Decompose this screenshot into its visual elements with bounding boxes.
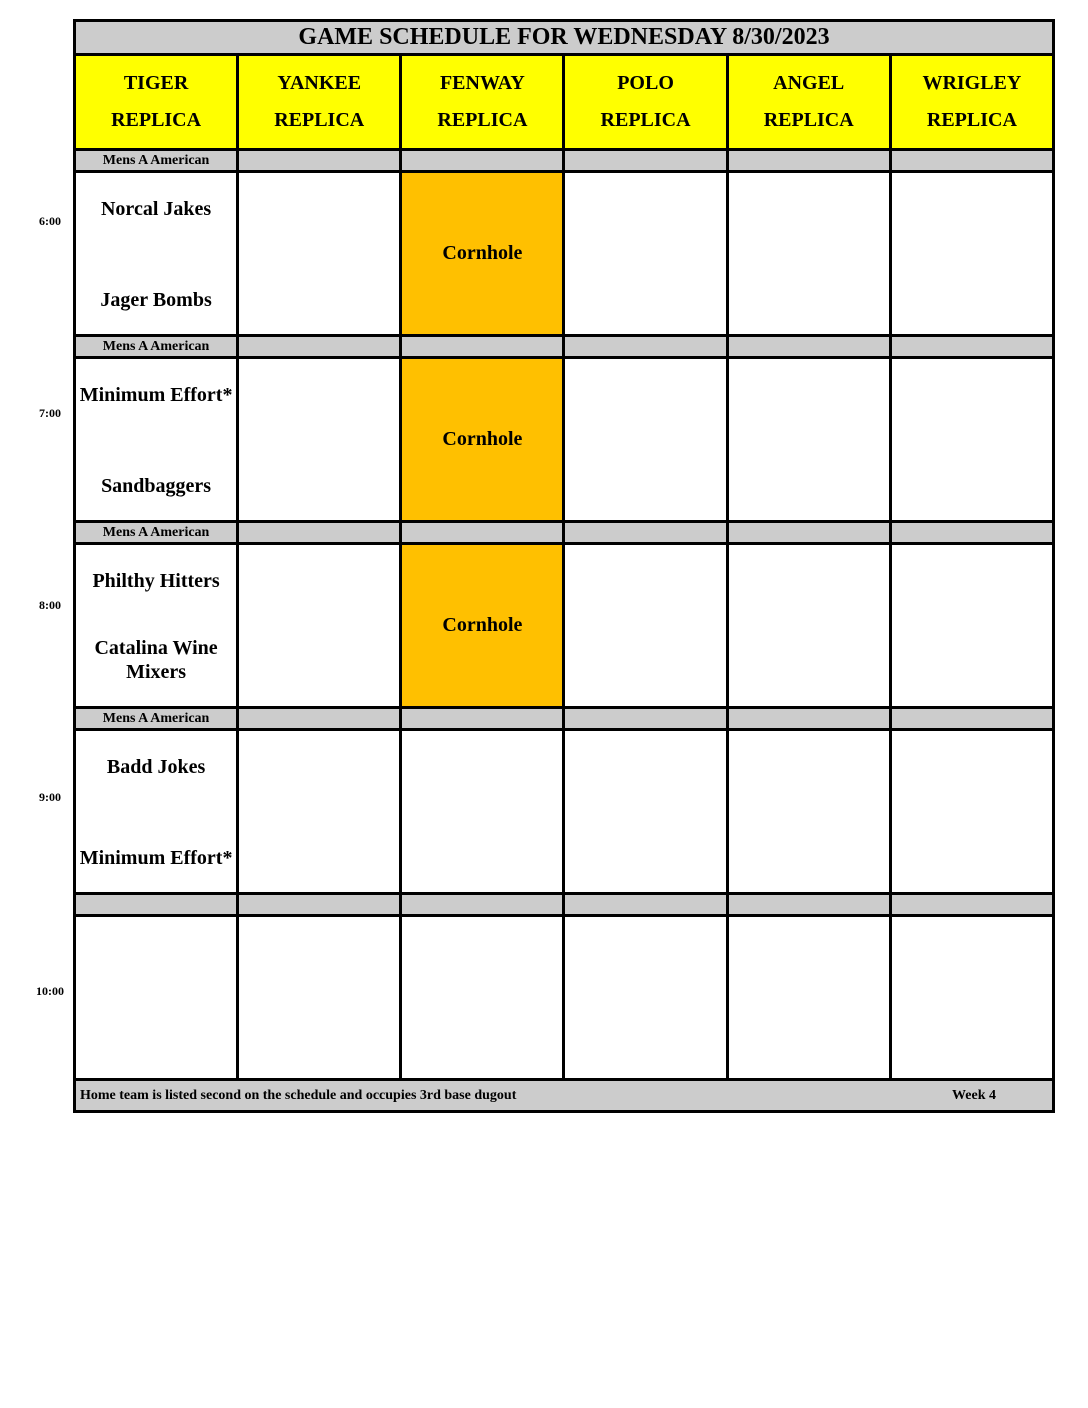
footer-row <box>75 1080 1054 1112</box>
away-team: Badd Jokes <box>106 756 206 778</box>
empty-cell <box>238 358 401 522</box>
schedule-title: GAME SCHEDULE FOR WEDNESDAY 8/30/2023 <box>75 21 1054 55</box>
empty-cell <box>401 916 564 1080</box>
field-type: REPLICA <box>926 109 1017 131</box>
game-cell <box>75 358 238 522</box>
week-label: Week 4 <box>952 1087 996 1103</box>
home-team: Minimum Effort* <box>79 847 233 869</box>
time-slot-row <box>75 172 1054 336</box>
empty-cell <box>727 172 890 336</box>
field-header-polo <box>564 55 727 150</box>
footer-note: Home team is listed second on the schedule and occupies 3rd base dugout <box>80 1087 517 1103</box>
empty-cell <box>727 916 890 1080</box>
cornhole-cell: Cornhole <box>401 544 564 708</box>
empty-cell <box>564 916 727 1080</box>
field-type: REPLICA <box>763 109 854 131</box>
game-cell <box>75 730 238 894</box>
division-row <box>75 708 1054 730</box>
field-header-row <box>75 55 1054 150</box>
field-header-fenway <box>401 55 564 150</box>
empty-cell <box>75 916 238 1080</box>
game-cell <box>75 172 238 336</box>
empty-cell <box>890 730 1053 894</box>
empty-cell <box>727 730 890 894</box>
division-row <box>75 522 1054 544</box>
division-label: Mens A American <box>75 522 238 544</box>
field-name: YANKEE <box>277 72 362 94</box>
division-label: Mens A American <box>75 150 238 172</box>
empty-cell <box>401 730 564 894</box>
division-row <box>75 150 1054 172</box>
empty-cell <box>727 358 890 522</box>
empty-cell <box>890 544 1053 708</box>
time-label-8: 8:00 <box>39 598 61 612</box>
time-slot-row <box>75 544 1054 708</box>
empty-cell <box>238 730 401 894</box>
field-type: REPLICA <box>274 109 365 131</box>
division-label <box>75 894 238 916</box>
game-cell <box>75 544 238 708</box>
field-type: REPLICA <box>600 109 691 131</box>
empty-cell <box>564 544 727 708</box>
time-label-7: 7:00 <box>39 406 61 420</box>
time-slot-row <box>75 730 1054 894</box>
field-name: WRIGLEY <box>922 72 1022 94</box>
empty-cell <box>564 358 727 522</box>
time-slot-row <box>75 358 1054 522</box>
empty-cell <box>890 916 1053 1080</box>
empty-cell <box>564 172 727 336</box>
schedule-table <box>73 19 1055 1113</box>
field-name: TIGER <box>123 72 189 94</box>
away-team: Norcal Jakes <box>100 198 212 220</box>
time-label-10: 10:00 <box>36 984 64 998</box>
field-name: ANGEL <box>773 72 845 94</box>
empty-cell <box>238 172 401 336</box>
field-name: FENWAY <box>439 72 525 94</box>
schedule-sheet <box>73 19 1055 1113</box>
home-team: Catalina Wine Mixers <box>94 637 218 683</box>
field-header-wrigley <box>890 55 1053 150</box>
empty-cell <box>564 730 727 894</box>
field-type: REPLICA <box>437 109 528 131</box>
division-row <box>75 336 1054 358</box>
time-slot-row <box>75 916 1054 1080</box>
field-name: POLO <box>617 72 674 94</box>
division-label: Mens A American <box>75 708 238 730</box>
field-type: REPLICA <box>111 109 202 131</box>
away-team: Minimum Effort* <box>79 384 233 406</box>
field-header-yankee <box>238 55 401 150</box>
empty-cell <box>238 544 401 708</box>
time-label-9: 9:00 <box>39 790 61 804</box>
away-team: Philthy Hitters <box>92 570 220 592</box>
home-team: Sandbaggers <box>101 475 212 497</box>
empty-cell <box>727 544 890 708</box>
cornhole-cell: Cornhole <box>401 358 564 522</box>
empty-cell <box>238 916 401 1080</box>
home-team: Jager Bombs <box>100 289 212 311</box>
time-label-6: 6:00 <box>39 214 61 228</box>
empty-cell <box>890 358 1053 522</box>
division-row <box>75 894 1054 916</box>
empty-cell <box>890 172 1053 336</box>
field-header-tiger <box>75 55 238 150</box>
division-label: Mens A American <box>75 336 238 358</box>
cornhole-cell: Cornhole <box>401 172 564 336</box>
field-header-angel <box>727 55 890 150</box>
